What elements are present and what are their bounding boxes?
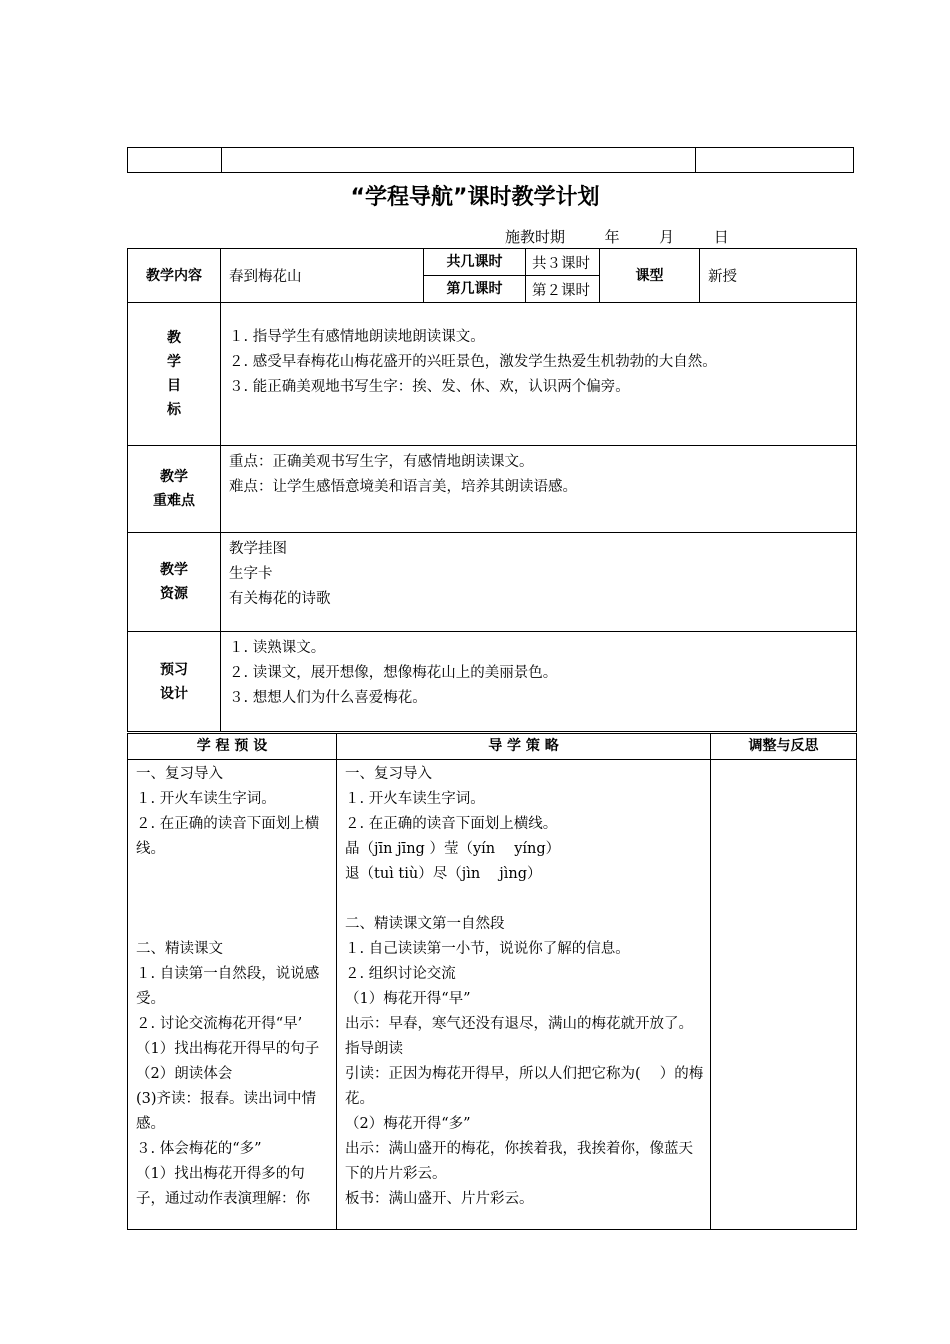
plan-table [127, 248, 857, 732]
resources-content [221, 533, 857, 632]
preview-item: １. 读熟课文。 [229, 640, 326, 656]
strategy-line: 出示：早春，寒气还没有退尽，满山的梅花就开放了。 [345, 1016, 693, 1032]
header-strategy: 导 学 策 略 [337, 734, 711, 760]
key-point-item: 难点：让学生感悟意境美和语言美，培养其朗读语感。 [229, 479, 577, 495]
plan-line: 一、复习导入 [136, 766, 223, 782]
preview-item: ２. 读课文，展开想像，想像梅花山上的美丽景色。 [229, 665, 558, 681]
plan-line: （2）朗读体会 [136, 1066, 233, 1082]
preview-item: ３. 想想人们为什么喜爱梅花。 [229, 690, 427, 706]
plan-column [128, 760, 337, 1230]
strategy-line: （2）梅花开得“多” [345, 1116, 471, 1132]
current-lesson-value: 第２课时 [526, 276, 600, 303]
strategy-line: （1）梅花开得“早” [345, 991, 471, 1007]
strategy-line: 指导朗读 [345, 1041, 403, 1057]
top-blank-cell [696, 148, 854, 173]
lesson-type-value: 新授 [700, 249, 857, 303]
date-day: 日 [713, 228, 729, 246]
date-line [505, 226, 729, 247]
lesson-table [127, 733, 857, 1230]
strategy-line: 退（tuì tiù）尽（jìn jìng） [345, 866, 542, 882]
page-title: “学程导航”课时教学计划 [350, 185, 600, 210]
strategy-line: 引读：正因为梅花开得早，所以人们把它称为( ）的梅花。 [345, 1066, 704, 1107]
plan-line: １. 开火车读生字词。 [136, 791, 276, 807]
content-value: 春到梅花山 [221, 249, 424, 303]
resource-item: 有关梅花的诗歌 [229, 591, 331, 607]
date-month: 月 [659, 228, 675, 246]
plan-line: ２. 在正确的读音下面划上横线。 [136, 816, 320, 857]
objective-item: ２. 感受早春梅花山梅花盛开的兴旺景色，激发学生热爱生机勃勃的大自然。 [229, 354, 717, 370]
objectives-label: 教 学 目 标 [128, 303, 221, 446]
preview-label: 预习 设计 [128, 632, 221, 732]
date-label: 施教时期 [505, 228, 566, 246]
plan-line: ２. 讨论交流梅花开得“早’ [136, 1016, 303, 1032]
header-reflection: 调整与反思 [711, 734, 857, 760]
preview-content [221, 632, 857, 732]
resources-label: 教学 资源 [128, 533, 221, 632]
plan-line: １. 自读第一自然段，说说感受。 [136, 966, 320, 1007]
plan-line: （1）找出梅花开得早的句子 [136, 1041, 320, 1057]
strategy-line: １. 开火车读生字词。 [345, 791, 485, 807]
reflection-column [711, 760, 857, 1230]
strategy-line: 一、复习导入 [345, 766, 432, 782]
strategy-line: 出示：满山盛开的梅花，你挨着我，我挨着你，像蓝天下的片片彩云。 [345, 1141, 693, 1182]
key-points-label: 教学 重难点 [128, 446, 221, 533]
current-lesson-label: 第几课时 [424, 276, 526, 303]
strategy-line: ２. 在正确的读音下面划上横线。 [345, 816, 558, 832]
total-lessons-label: 共几课时 [424, 249, 526, 276]
top-blank-table [127, 147, 854, 173]
key-point-item: 重点：正确美观书写生字，有感情地朗读课文。 [229, 454, 534, 470]
date-year: 年 [604, 228, 620, 246]
lesson-type-label: 课型 [600, 249, 700, 303]
resource-item: 生字卡 [229, 566, 273, 582]
strategy-line: 晶（jīn jīng ）莹（yín yíng） [345, 841, 561, 857]
plan-line: （1）找出梅花开得多的句子，通过动作表演理解：你 [136, 1166, 310, 1207]
strategy-line: １. 自己读读第一小节，说说你了解的信息。 [345, 941, 630, 957]
plan-line: ３. 体会梅花的“多” [136, 1141, 262, 1157]
objective-item: ３. 能正确美观地书写生字：挨、发、休、欢，认识两个偏旁。 [229, 379, 630, 395]
resource-item: 教学挂图 [229, 541, 287, 557]
content-label: 教学内容 [128, 249, 221, 303]
strategy-line: ２. 组织讨论交流 [345, 966, 456, 982]
objectives-content [221, 303, 857, 446]
strategy-line: 二、精读课文第一自然段 [345, 916, 505, 932]
strategy-line: 板书：满山盛开、片片彩云。 [345, 1191, 534, 1207]
total-lessons-value: 共３课时 [526, 249, 600, 276]
key-points-content [221, 446, 857, 533]
top-blank-cell [222, 148, 696, 173]
objective-item: １. 指导学生有感情地朗读地朗读课文。 [229, 329, 485, 345]
top-blank-cell [128, 148, 222, 173]
strategy-column [337, 760, 711, 1230]
header-plan: 学 程 预 设 [128, 734, 337, 760]
plan-line: 二、精读课文 [136, 941, 223, 957]
plan-line: (3)齐读：报春。读出词中情感。 [136, 1091, 317, 1132]
